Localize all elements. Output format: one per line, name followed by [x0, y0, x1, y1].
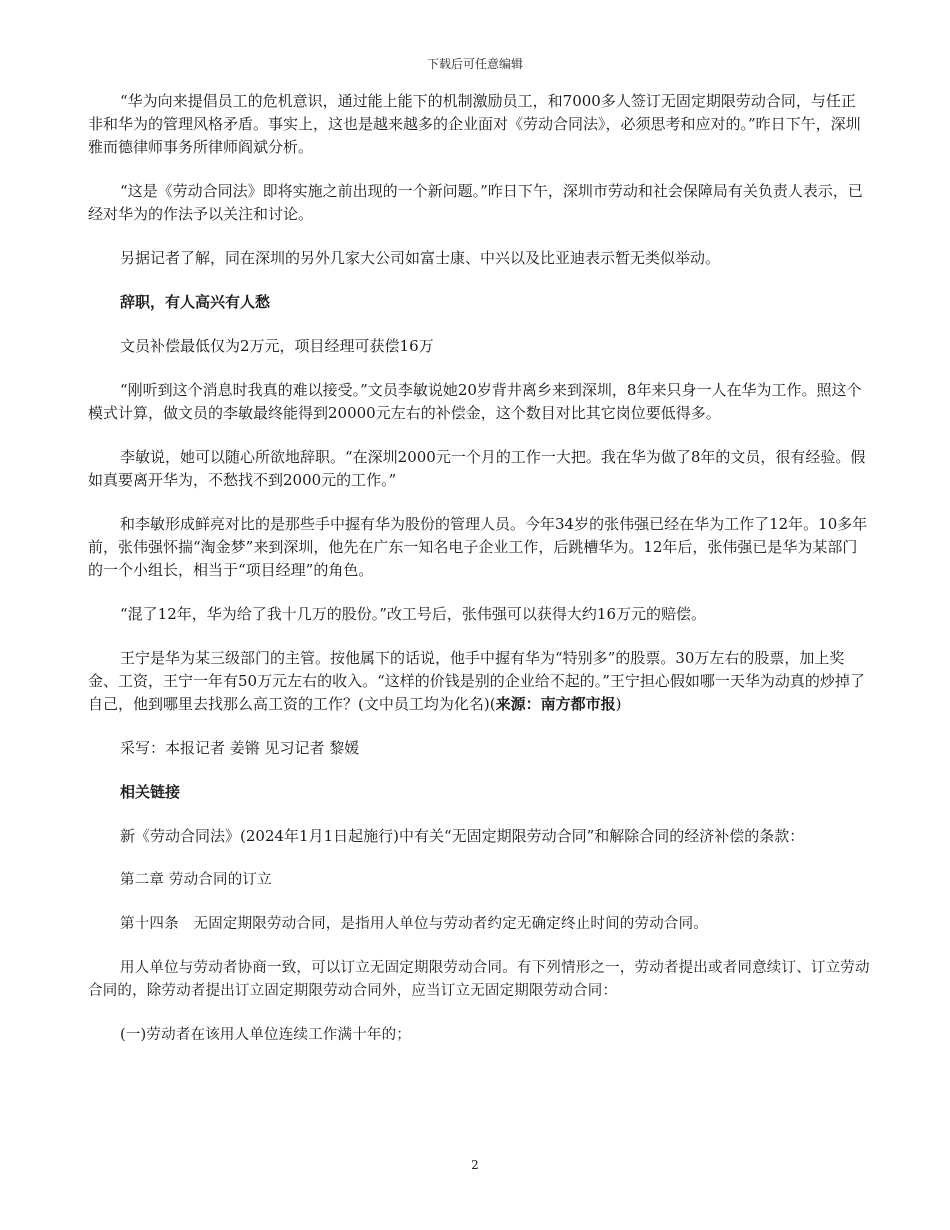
paragraph: [88, 647, 870, 716]
section-heading: 辞职，有人高兴有人愁: [120, 293, 271, 311]
law-chapter: 第二章 劳动合同的订立: [120, 872, 272, 888]
paragraph: 李敏说，她可以随心所欲地辞职。“在深圳2000元一个月的工作一大把。我在华为做了8年的文员，很有经验。假如真要离开华为，不愁找不到2000元的工作。”: [88, 448, 866, 489]
paragraph: “华为向来提倡员工的危机意识，通过能上能下的机制激励员工，和7000多人签订无固定期限劳动合同，与任正非和华为的管理风格矛盾。事实上，这也是越来越多的企业面对《劳动合同法》，必须思考和应对的。”昨日下午，深圳雅而德律师事务所律师阎斌分析。: [88, 92, 861, 156]
closing-paren: ): [615, 695, 622, 713]
paragraph: 和李敏形成鲜亮对比的是那些手中握有华为股份的管理人员。今年34岁的张伟强已经在华为工作了12年。10多年前，张伟强怀揣“淘金梦”来到深圳，他先在广东一知名电子企业工作，后跳槽华为。12年后，张伟强已是华为某部门的一个小组长，相当于“项目经理”的角色。: [88, 515, 868, 579]
paragraph: 新《劳动合同法》(2024年1月1日起施行)中有关“无固定期限劳动合同”和解除合同的经济补偿的条款：: [120, 827, 805, 845]
paragraph: “混了12年，华为给了我十几万的股份。”改工号后，张伟强可以获得大约16万元的赔偿。: [120, 605, 707, 623]
byline: 采写：本报记者 姜锵 见习记者 黎媛: [120, 739, 360, 757]
paragraph: “这是《劳动合同法》即将实施之前出现的一个新问题。”昨日下午，深圳市劳动和社会保障局有关负责人表示，已经对华为的作法予以关注和讨论。: [88, 182, 863, 223]
paragraph-text: 王宁是华为某三级部门的主管。按他属下的话说，他手中握有华为“特别多”的股票。30万左右的股票，加上奖金、工资，王宁一年有50万元左右的收入。“这样的价钱是别的企业给不起的。”王宁担心假如哪一天华为动真的炒掉了自己，他到哪里去找那么高工资的工作？(文中员工均为化名)(: [88, 649, 865, 713]
page-header: 下载后可任意编辑: [426, 57, 523, 71]
law-paragraph: 用人单位与劳动者协商一致，可以订立无固定期限劳动合同。有下列情形之一，劳动者提出或者同意续订、订立劳动合同的，除劳动者提出订立固定期限劳动合同外，应当订立无固定期限劳动合同：: [88, 960, 870, 999]
source-credit: 来源：南方都市报: [495, 695, 616, 713]
section-heading: 相关链接: [120, 783, 181, 801]
subheading: 文员补偿最低仅为2万元，项目经理可获偿16万: [120, 337, 434, 355]
paragraph: 另据记者了解，同在深圳的另外几家大公司如富士康、中兴以及比亚迪表示暂无类似举动。: [120, 249, 721, 267]
law-article: 第十四条 无固定期限劳动合同，是指用人单位与劳动者约定无确定终止时间的劳动合同。: [120, 916, 708, 932]
document-body: [88, 90, 870, 1068]
paragraph: “刚听到这个消息时我真的难以接受。”文员李敏说她20岁背井离乡来到深圳，8年来只身一人在华为工作。照这个模式计算，做文员的李敏最终能得到20000元左右的补偿金，这个数目对比其它岗位要低得多。: [88, 381, 862, 422]
page-number: 2: [471, 1158, 479, 1172]
law-item: (一)劳动者在该用人单位连续工作满十年的；: [120, 1027, 412, 1043]
